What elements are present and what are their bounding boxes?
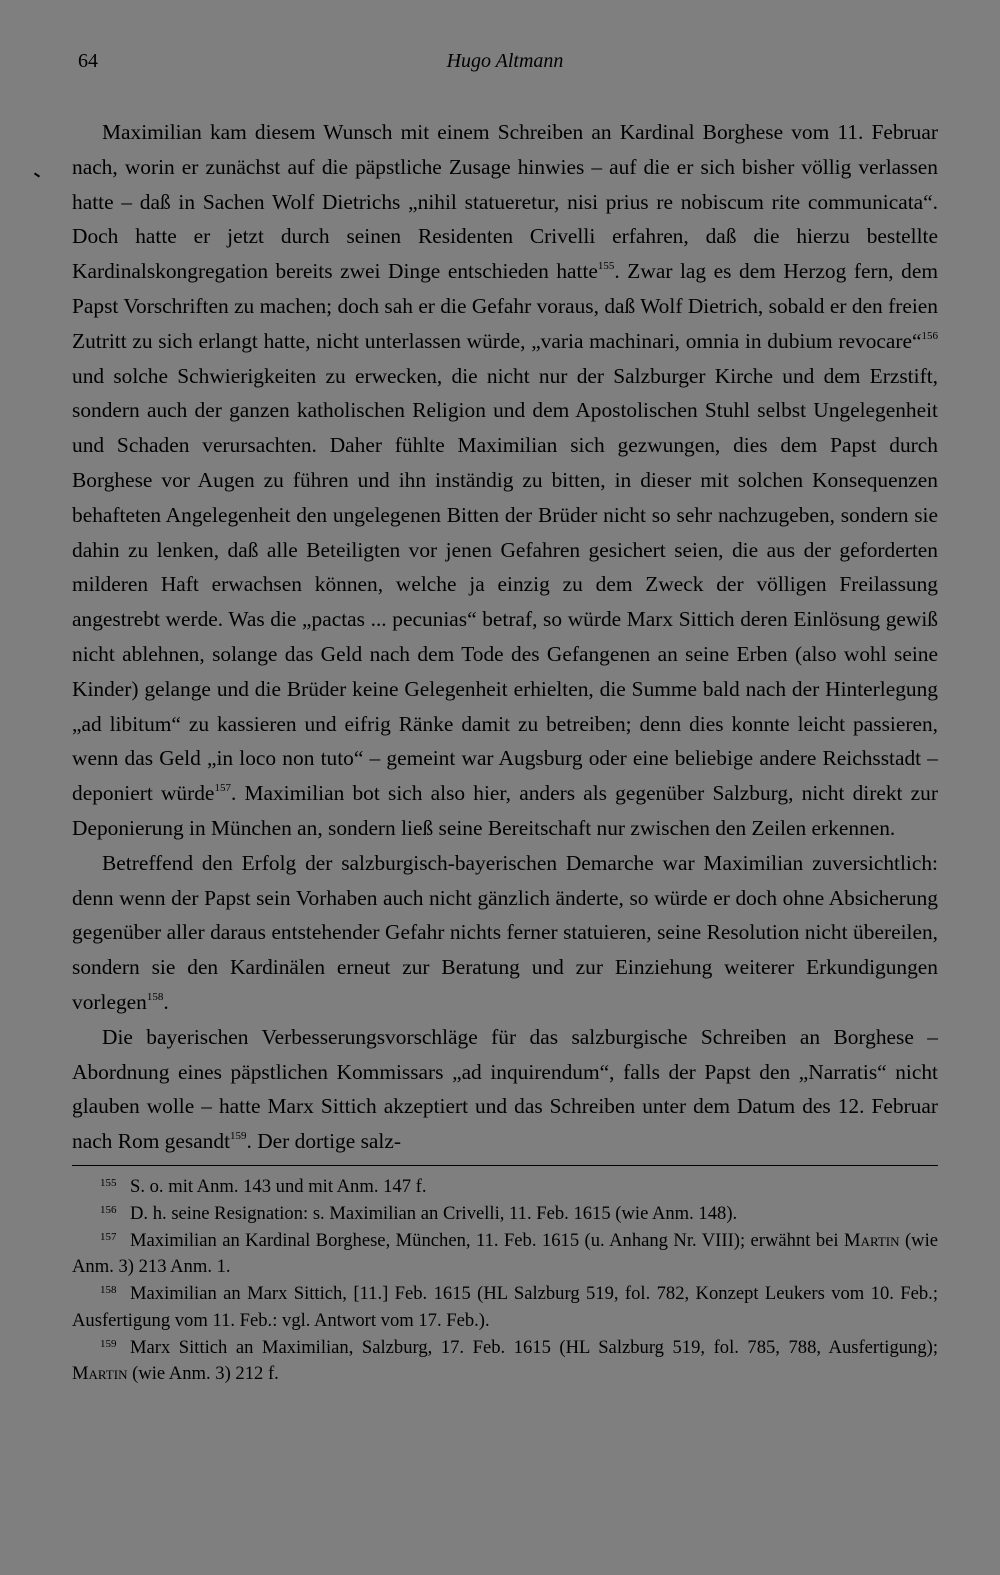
footnote-text: D. h. seine Resignation: s. Maximilian an Crivelli, 11. Feb. 1615 (wie Anm. 148).	[130, 1202, 738, 1224]
footnote-157: 157 Maximilian an Kardinal Borghese, München, 11. Feb. 1615 (u. Anhang Nr. VIII); erwähnt bei Martin (wie Anm. 3) 213 Anm. 1.	[72, 1229, 938, 1278]
footnote-156: 156 D. h. seine Resignation: s. Maximilian an Crivelli, 11. Feb. 1615 (wie Anm. 148).	[100, 1202, 738, 1224]
footnote-ref-159: 159	[230, 1130, 247, 1143]
p1-text-2: . Zwar lag es dem Herzog fern, dem Papst Vorschriften zu machen; doch sah er die Gefahr voraus, daß Wolf Dietrich, sobald er den freien Zutritt zu sich erlangt hatte, nicht unterlassen würde, „varia machinari, omnia in dubium revocare“	[72, 259, 938, 353]
p2-text-1: Betreffend den Erfolg der salzburgisch-bayerischen Demarche war Maximilian zuversichtlich: denn wenn der Papst sein Vorhaben auch nicht gänzlich änderte, so würde er doch ohne Absicherung gegenüber aller daraus entstehender Gefahr nichts ferner statuieren, seine Resolution nicht übereilen, sondern sie den Kardinälen erneut zur Beratung und zur Einziehung weiterer Erkundigungen vorlegen	[72, 850, 938, 1014]
p2-text-2: .	[163, 989, 169, 1014]
footnote-text: Maximilian an Marx Sittich, [11.] Feb. 1615 (HL Salzburg 519, fol. 782, Konzept Leukers vom 10. Feb.; Ausfertigung vom 11. Feb.: vgl. Antwort vom 17. Feb.).	[72, 1283, 938, 1331]
page-header	[72, 42, 938, 78]
footnote-text: Marx Sittich an Maximilian, Salzburg, 17. Feb. 1615 (HL Salzburg 519, fol. 785, 788, Ausfertigung);	[130, 1336, 938, 1358]
footnote-ref-157: 157	[214, 782, 231, 795]
footnote-text-tail: (wie Anm. 3) 213 Anm. 1.	[72, 1229, 938, 1278]
author-name: Martin	[844, 1229, 900, 1251]
footnote-155: 155 S. o. mit Anm. 143 und mit Anm. 147 f.	[100, 1175, 427, 1197]
footnote-159: 159 Marx Sittich an Maximilian, Salzburg, 17. Feb. 1615 (HL Salzburg 519, fol. 785, 788, Ausfertigung); Martin (wie Anm. 3) 212 f.	[72, 1336, 938, 1385]
paragraph-2	[72, 846, 938, 1020]
main-text	[72, 115, 938, 1159]
running-head: Hugo Altmann	[446, 50, 564, 72]
footnote-text: Maximilian an Kardinal Borghese, München, 11. Feb. 1615 (u. Anhang Nr. VIII); erwähnt bei	[130, 1229, 845, 1251]
footnote-divider	[72, 1165, 938, 1166]
p3-text-1: Die bayerischen Verbesserungsvorschläge für das salzburgische Schreiben an Borghese – Abordnung eines päpstlichen Kommissars „ad inquirendum“, falls der Papst den „Narratis“ nicht glauben wolle – hatte Marx Sittich akzeptiert und das Schreiben unter dem Datum des 12. Februar nach Rom gesandt	[72, 1024, 938, 1154]
footnote-ref-158: 158	[146, 990, 164, 1003]
footnote-text-tail: (wie Anm. 3) 212 f.	[127, 1363, 279, 1385]
footnote-ref-156: 156	[921, 329, 938, 342]
footnote-text: S. o. mit Anm. 143 und mit Anm. 147 f.	[130, 1175, 427, 1197]
paragraph-3	[72, 1020, 938, 1159]
author-name: Martin	[72, 1363, 128, 1385]
footnotes	[72, 1174, 938, 1388]
footnote-ref-155: 155	[597, 260, 615, 273]
book-page	[72, 42, 938, 1388]
paragraph-1	[72, 115, 938, 846]
p3-text-2: . Der dortige salz-	[246, 1129, 401, 1154]
p1-text-4: . Maximilian bot sich also hier, anders als gegenüber Salzburg, nicht direkt zur Deponierung in München an, sondern ließ seine Bereitschaft nur zwischen den Zeilen erkennen.	[72, 781, 938, 840]
page-number: 64	[78, 50, 98, 72]
p1-text-3: und solche Schwierigkeiten zu erwecken, die nicht nur der Salzburger Kirche und dem Erzstift, sondern auch der ganzen katholischen Religion und dem Apostolischen Stuhl selbst Ungelegenheit und Schaden verursachten. Daher fühlte Maximilian sich gezwungen, dies dem Papst durch Borghese vor Augen zu führen und ihn inständig zu bitten, in dieser mit solchen Konsequenzen behafteten Angelegenheit den ungelegenen Bitten der Brüder nicht so sehr nachzugeben, sondern sie dahin zu lenken, daß alle Beteiligten vor jenen Gefahren gesichert seien, die aus der geforderten milderen Haft erwachsen können, welche ja einzig zu dem Zweck der völligen Freilassung angestrebt werde. Was die „pactas ... pecunias“ betraf, so würde Marx Sittich deren Einlösung gewiß nicht ablehnen, solange das Geld nach dem Tode des Gefangenen an seine Erben (also wohl seine Kinder) gelange und die Brüder keine Gelegenheit erhielten, die Summe bald nach der Hinterlegung „ad libitum“ zu kassieren und eifrig Ränke damit zu betreiben; denn dies konnte leicht passieren, wenn das Geld „in loco non tuto“ – gemeint war Augsburg oder eine beliebige andere Reichsstadt – deponiert würde	[72, 363, 938, 806]
footnote-158: 158 Maximilian an Marx Sittich, [11.] Feb. 1615 (HL Salzburg 519, fol. 782, Konzept Leukers vom 10. Feb.; Ausfertigung vom 11. Feb.: vgl. Antwort vom 17. Feb.).	[72, 1283, 938, 1331]
stray-mark	[34, 172, 40, 177]
p1-text-1: Maximilian kam diesem Wunsch mit einem Schreiben an Kardinal Borghese vom 11. Februar nach, worin er zunächst auf die päpstliche Zusage hinwies – auf die er sich bisher völlig verlassen hatte – daß in Sachen Wolf Dietrichs „nihil statueretur, nisi prius re nobiscum rite communicata“. Doch hatte er jetzt durch seinen Residenten Crivelli erfahren, daß die hierzu bestellte Kardinalskongregation bereits zwei Dinge entschieden hatte	[72, 120, 938, 284]
